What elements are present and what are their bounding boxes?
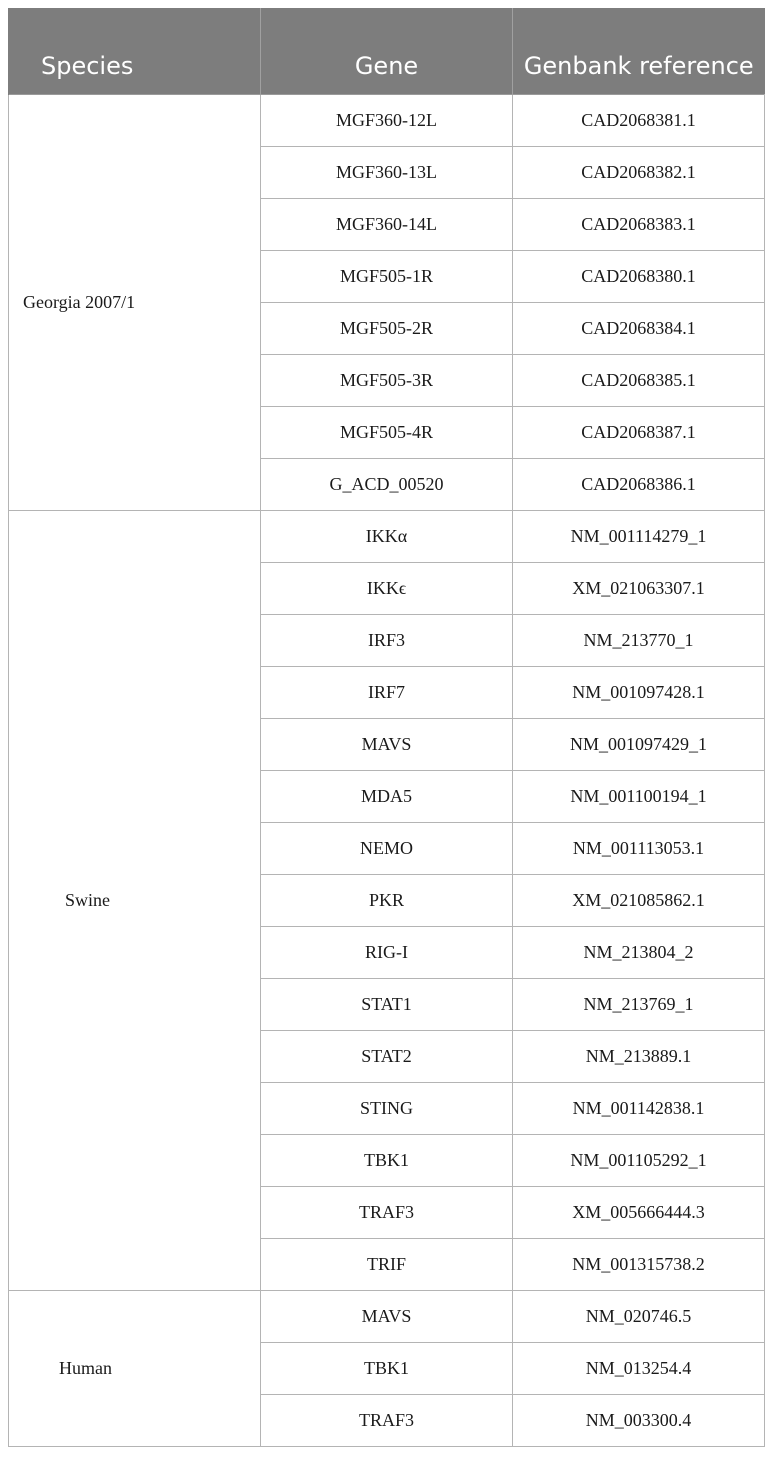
header-genbank-reference: Genbank reference xyxy=(513,8,765,94)
gene-cell: MGF505-2R xyxy=(261,302,513,354)
ref-cell: NM_001142838.1 xyxy=(513,1082,765,1134)
gene-cell: IKKϵ xyxy=(261,562,513,614)
gene-cell: TBK1 xyxy=(261,1342,513,1394)
gene-cell: PKR xyxy=(261,874,513,926)
ref-cell: NM_213770_1 xyxy=(513,614,765,666)
gene-cell: MGF505-4R xyxy=(261,406,513,458)
gene-cell: MGF360-13L xyxy=(261,146,513,198)
ref-cell: NM_213889.1 xyxy=(513,1030,765,1082)
gene-cell: MDA5 xyxy=(261,770,513,822)
gene-cell: MGF505-1R xyxy=(261,250,513,302)
gene-cell: IRF3 xyxy=(261,614,513,666)
species-cell-georgia: Georgia 2007/1 xyxy=(9,94,261,510)
gene-cell: STAT1 xyxy=(261,978,513,1030)
ref-cell: CAD2068387.1 xyxy=(513,406,765,458)
ref-cell: CAD2068381.1 xyxy=(513,94,765,146)
ref-cell: CAD2068382.1 xyxy=(513,146,765,198)
ref-cell: NM_213804_2 xyxy=(513,926,765,978)
table-row xyxy=(9,94,765,146)
ref-cell: NM_001113053.1 xyxy=(513,822,765,874)
ref-cell: CAD2068386.1 xyxy=(513,458,765,510)
genbank-table xyxy=(8,8,765,1447)
header-gene: Gene xyxy=(261,8,513,94)
ref-cell: NM_020746.5 xyxy=(513,1290,765,1342)
table-header xyxy=(9,8,765,94)
ref-cell: NM_001100194_1 xyxy=(513,770,765,822)
ref-cell: NM_213769_1 xyxy=(513,978,765,1030)
ref-cell: XM_005666444.3 xyxy=(513,1186,765,1238)
ref-cell: XM_021085862.1 xyxy=(513,874,765,926)
gene-cell: MAVS xyxy=(261,718,513,770)
header-row xyxy=(9,8,765,94)
ref-cell: CAD2068383.1 xyxy=(513,198,765,250)
ref-cell: CAD2068385.1 xyxy=(513,354,765,406)
gene-cell: TRAF3 xyxy=(261,1186,513,1238)
gene-cell: MGF360-14L xyxy=(261,198,513,250)
gene-cell: STAT2 xyxy=(261,1030,513,1082)
ref-cell: NM_001114279_1 xyxy=(513,510,765,562)
gene-cell: STING xyxy=(261,1082,513,1134)
gene-cell: TRIF xyxy=(261,1238,513,1290)
gene-cell: MAVS xyxy=(261,1290,513,1342)
species-cell-swine: Swine xyxy=(9,510,261,1290)
gene-cell: MGF360-12L xyxy=(261,94,513,146)
gene-cell: IRF7 xyxy=(261,666,513,718)
gene-cell: TRAF3 xyxy=(261,1394,513,1446)
ref-cell: NM_001097429_1 xyxy=(513,718,765,770)
genbank-table-container xyxy=(8,8,764,1447)
table-row xyxy=(9,1290,765,1342)
ref-cell: NM_001097428.1 xyxy=(513,666,765,718)
table-body xyxy=(9,94,765,1446)
gene-cell: IKKα xyxy=(261,510,513,562)
ref-cell: CAD2068384.1 xyxy=(513,302,765,354)
ref-cell: NM_003300.4 xyxy=(513,1394,765,1446)
gene-cell: RIG-I xyxy=(261,926,513,978)
ref-cell: XM_021063307.1 xyxy=(513,562,765,614)
ref-cell: CAD2068380.1 xyxy=(513,250,765,302)
gene-cell: G_ACD_00520 xyxy=(261,458,513,510)
ref-cell: NM_001105292_1 xyxy=(513,1134,765,1186)
species-cell-human: Human xyxy=(9,1290,261,1446)
gene-cell: TBK1 xyxy=(261,1134,513,1186)
ref-cell: NM_013254.4 xyxy=(513,1342,765,1394)
ref-cell: NM_001315738.2 xyxy=(513,1238,765,1290)
table-row xyxy=(9,510,765,562)
gene-cell: MGF505-3R xyxy=(261,354,513,406)
header-species: Species xyxy=(9,8,261,94)
gene-cell: NEMO xyxy=(261,822,513,874)
